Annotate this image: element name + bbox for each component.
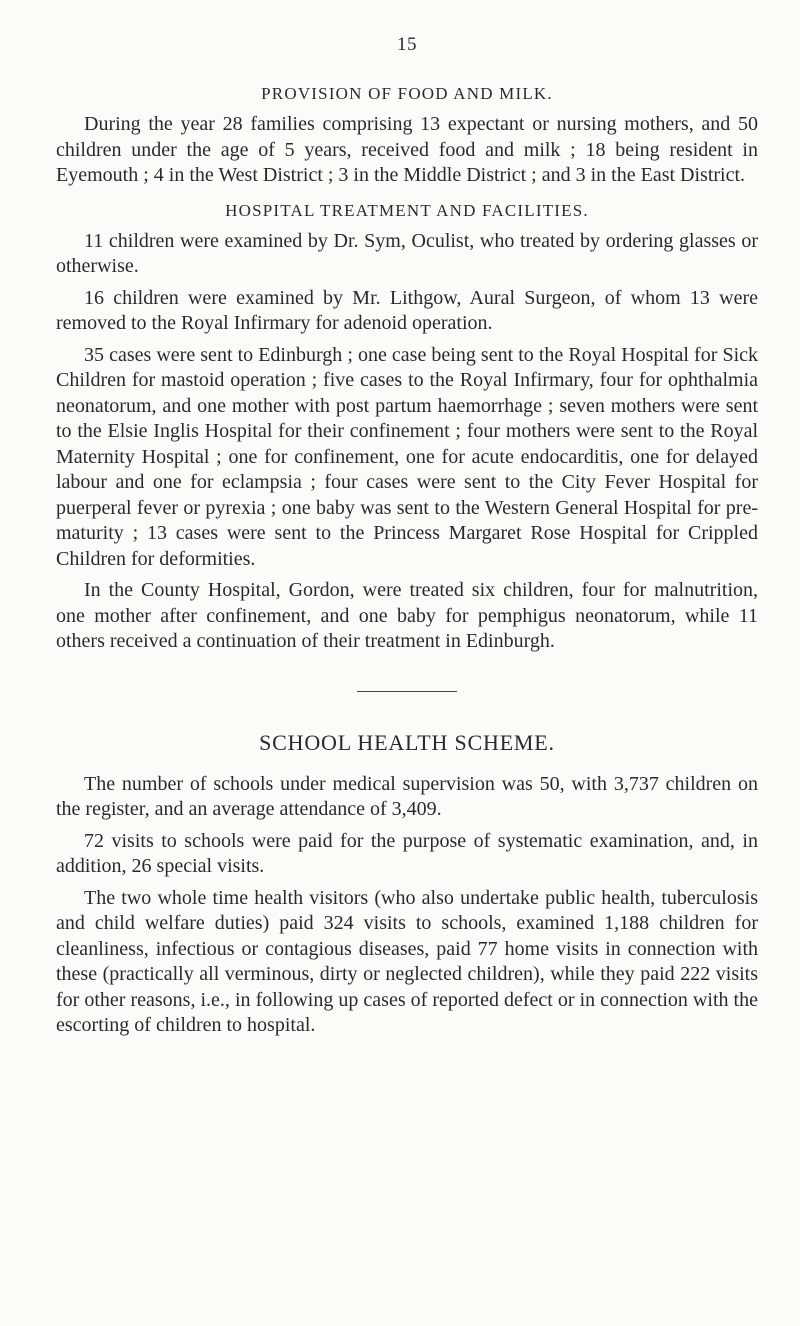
section-divider <box>357 691 457 692</box>
paragraph: The number of schools under medical supervision was 50, with 3,737 children on the register, and an average attendance of 3,409. <box>56 772 758 820</box>
paragraph: 35 cases were sent to Edinburgh ; one case being sent to the Royal Hospital for Sick Children for mastoid operation ; five cases to the Royal Infirmary, four for ophthalmia neonatorum, and one mother with post partum haemorrhage ; seven mothers were sent to the Elsie Inglis Hospital for their confinement ; four mothers were sent to the Royal Maternity Hospital ; one for confinement, one for acute endocarditis, one for delayed labour and one for eclampsia ; four cases were sent to the City Fever Hospital for puerperal fever or pyrexia ; one baby was sent to the Western General Hospital for pre-maturity ; 13 cases were sent to the Princess Margaret Rose Hospital for Crippled Children for deformities. <box>56 343 758 570</box>
paragraph: The two whole time health visitors (who also undertake public health, tuberculosis and child welfare duties) paid 324 visits to schools, examined 1,188 children for cleanliness, infectious or contagious diseases, paid 77 home visits in connection with these (practically all verminous, dirty or neglected children), while they paid 222 visits for other reasons, i.e., in following up cases of reported defect or in connection with the escorting of children to hospital. <box>56 886 758 1036</box>
document-page <box>56 34 758 1051</box>
paragraph: During the year 28 families comprising 13 expectant or nursing mothers, and 50 children under the age of 5 years, received food and milk ; 18 being resident in Eyemouth ; 4 in the West District ; 3 in the Middle District ; and 3 in the East District. <box>56 113 758 186</box>
section-hospital-treatment <box>56 201 758 655</box>
paragraph: 16 children were examined by Mr. Lithgow, Aural Surgeon, of whom 13 were removed to the Royal Infirmary for adenoid operation. <box>56 286 758 334</box>
paragraph: 72 visits to schools were paid for the purpose of systematic examination, and, in addition, 26 special visits. <box>56 829 758 877</box>
section-heading: HOSPITAL TREATMENT AND FACILITIES. <box>225 200 589 220</box>
paragraph: 11 children were examined by Dr. Sym, Oculist, who treated by ordering glasses or otherwise. <box>56 229 758 277</box>
paragraph: In the County Hospital, Gordon, were treated six children, four for malnutrition, one mother after confinement, and one baby for pemphigus neonatorum, while 11 others received a continuation of their treatment in Edinburgh. <box>56 579 758 652</box>
section-food-and-milk <box>56 84 758 189</box>
section-heading: PROVISION OF FOOD AND MILK. <box>261 84 553 103</box>
section-heading: SCHOOL HEALTH SCHEME. <box>259 729 555 755</box>
page-number: 15 <box>397 34 417 55</box>
section-school-health <box>56 730 758 1039</box>
